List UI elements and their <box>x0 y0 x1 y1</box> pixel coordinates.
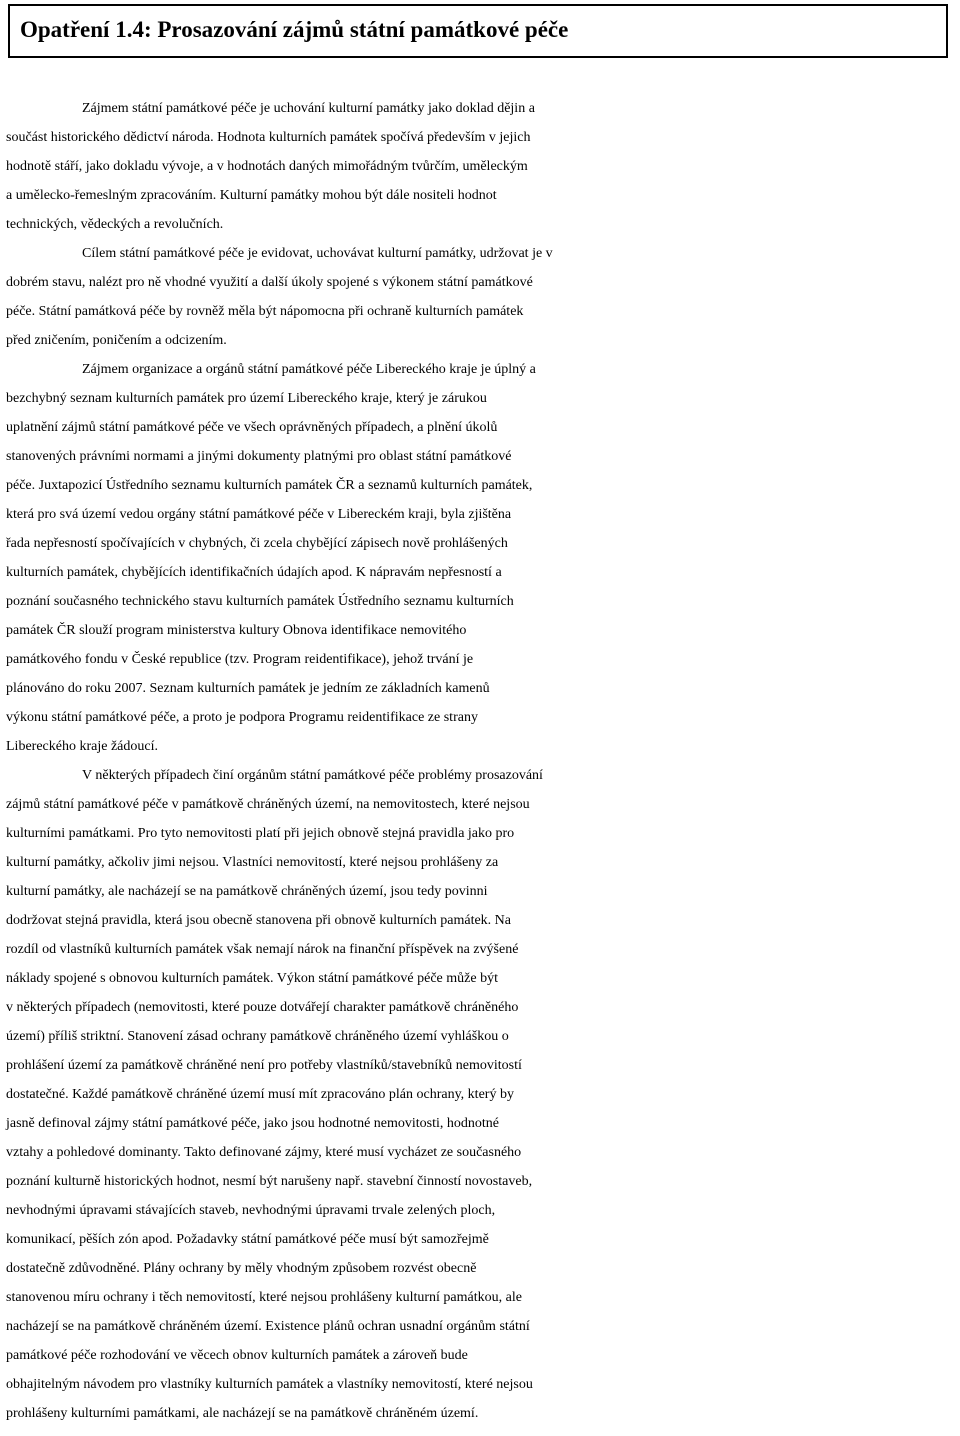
text-line: dostatečné. Každé památkově chráněné území musí mít zpracováno plán ochrany, který by <box>6 1087 514 1102</box>
text-line: kulturní památky, ačkoliv jimi nejsou. Vlastníci nemovitostí, které nejsou prohlášeny za <box>6 855 499 870</box>
text-line: péče. Juxtapozicí Ústředního seznamu kulturních památek ČR a seznamů kulturních památek, <box>6 478 533 493</box>
text-line: součást historického dědictví národa. Hodnota kulturních památek spočívá především v jejich <box>6 130 531 145</box>
text-line: nacházejí se na památkově chráněném území. Existence plánů ochran usnadní orgánům státní <box>6 1319 530 1334</box>
text-line: památek ČR slouží program ministerstva kultury Obnova identifikace nemovitého <box>6 623 467 638</box>
text-line: Cílem státní památkové péče je evidovat, uchovávat kulturní památky, udržovat je v <box>82 246 553 261</box>
text-line: péče. Státní památková péče by rovněž měla být nápomocna při ochraně kulturních památek <box>6 304 524 319</box>
text-line: kulturní památky, ale nacházejí se na památkově chráněných území, jsou tedy povinni <box>6 884 488 899</box>
text-line: stanovenou míru ochrany i těch nemovitostí, které nejsou prohlášeny kulturní památkou, ale <box>6 1290 522 1305</box>
text-line: která pro svá území vedou orgány státní památkové péče v Libereckém kraji, byla zjištěna <box>6 507 512 522</box>
text-line: a umělecko-řemeslným zpracováním. Kulturní památky mohou být dále nositeli hodnot <box>6 188 497 203</box>
text-line: poznání kulturně historických hodnot, nesmí být narušeny např. stavební činností novostaveb, <box>6 1174 533 1189</box>
text-line: před zničením, poničením a odcizením. <box>6 333 227 348</box>
heading-box <box>8 4 948 58</box>
text-line: dostatečně zdůvodněné. Plány ochrany by měly vhodným způsobem rozvést obecně <box>6 1261 477 1276</box>
text-line: plánováno do roku 2007. Seznam kulturních památek je jedním ze základních kamenů <box>6 681 490 696</box>
text-line: bezchybný seznam kulturních památek pro území Libereckého kraje, který je zárukou <box>6 391 487 406</box>
body-text <box>6 94 956 1428</box>
text-line: památkového fondu v České republice (tzv. Program reidentifikace), jehož trvání je <box>6 652 474 667</box>
text-line: kulturními památkami. Pro tyto nemovitosti platí při jejich obnově stejná pravidla jako pro <box>6 826 515 841</box>
text-line: vztahy a pohledové dominanty. Takto definované zájmy, které musí vycházet ze současného <box>6 1145 522 1160</box>
text-line: Zájmem státní památkové péče je uchování kulturní památky jako doklad dějin a <box>82 101 535 116</box>
text-line: Zájmem organizace a orgánů státní památkové péče Libereckého kraje je úplný a <box>82 362 536 377</box>
text-line: náklady spojené s obnovou kulturních památek. Výkon státní památkové péče může být <box>6 971 498 986</box>
text-line: kulturních památek, chybějících identifikačních údajích apod. K nápravám nepřesností a <box>6 565 502 580</box>
text-line: uplatnění zájmů státní památkové péče ve všech oprávněných případech, a plnění úkolů <box>6 420 498 435</box>
text-line: stanovených právními normami a jinými dokumenty platnými pro oblast státní památkové <box>6 449 512 464</box>
text-line: zájmů státní památkové péče v památkově chráněných území, na nemovitostech, které nejsou <box>6 797 530 812</box>
text-line: poznání současného technického stavu kulturních památek Ústředního seznamu kulturních <box>6 594 514 609</box>
text-line: nevhodnými úpravami stávajících staveb, nevhodnými úpravami trvale zelených ploch, <box>6 1203 496 1218</box>
text-line: památkové péče rozhodování ve věcech obnov kulturních památek a zároveň bude <box>6 1348 468 1363</box>
text-line: komunikací, pěších zón apod. Požadavky státní památkové péče musí být samozřejmě <box>6 1232 489 1247</box>
text-line: řada nepřesností spočívajících v chybných, či zcela chybějící zápisech nově prohlášených <box>6 536 508 551</box>
text-line: obhajitelným návodem pro vlastníky kulturních památek a vlastníky nemovitostí, které nejsou <box>6 1377 533 1392</box>
text-line: dodržovat stejná pravidla, která jsou obecně stanovena při obnově kulturních památek. Na <box>6 913 511 928</box>
text-line: hodnotě stáří, jako dokladu vývoje, a v hodnotách daných mimořádným tvůrčím, uměleckým <box>6 159 528 174</box>
text-line: V některých případech činí orgánům státní památkové péče problémy prosazování <box>82 768 543 783</box>
text-line: prohlášení území za památkově chráněné není pro potřeby vlastníků/stavebníků nemovitostí <box>6 1058 522 1073</box>
page-title: Opatření 1.4: Prosazování zájmů státní památkové péče <box>20 17 569 42</box>
text-line: výkonu státní památkové péče, a proto je podpora Programu reidentifikace ze strany <box>6 710 478 725</box>
text-line: technických, vědeckých a revolučních. <box>6 217 224 232</box>
text-line: prohlášeny kulturními památkami, ale nacházejí se na památkově chráněném území. <box>6 1406 479 1421</box>
text-line: dobrém stavu, nalézt pro ně vhodné využití a další úkoly spojené s výkonem státní památkové <box>6 275 533 290</box>
text-line: jasně definoval zájmy státní památkové péče, jako jsou hodnotné nemovitosti, hodnotné <box>6 1116 499 1131</box>
text-line: rozdíl od vlastníků kulturních památek však nemají nárok na finanční příspěvek na zvýšené <box>6 942 519 957</box>
text-line: Libereckého kraje žádoucí. <box>6 739 158 754</box>
text-line: území) příliš striktní. Stanovení zásad ochrany památkově chráněného území vyhláškou o <box>6 1029 509 1044</box>
text-line: v některých případech (nemovitosti, které pouze dotvářejí charakter památkově chráněného <box>6 1000 519 1015</box>
